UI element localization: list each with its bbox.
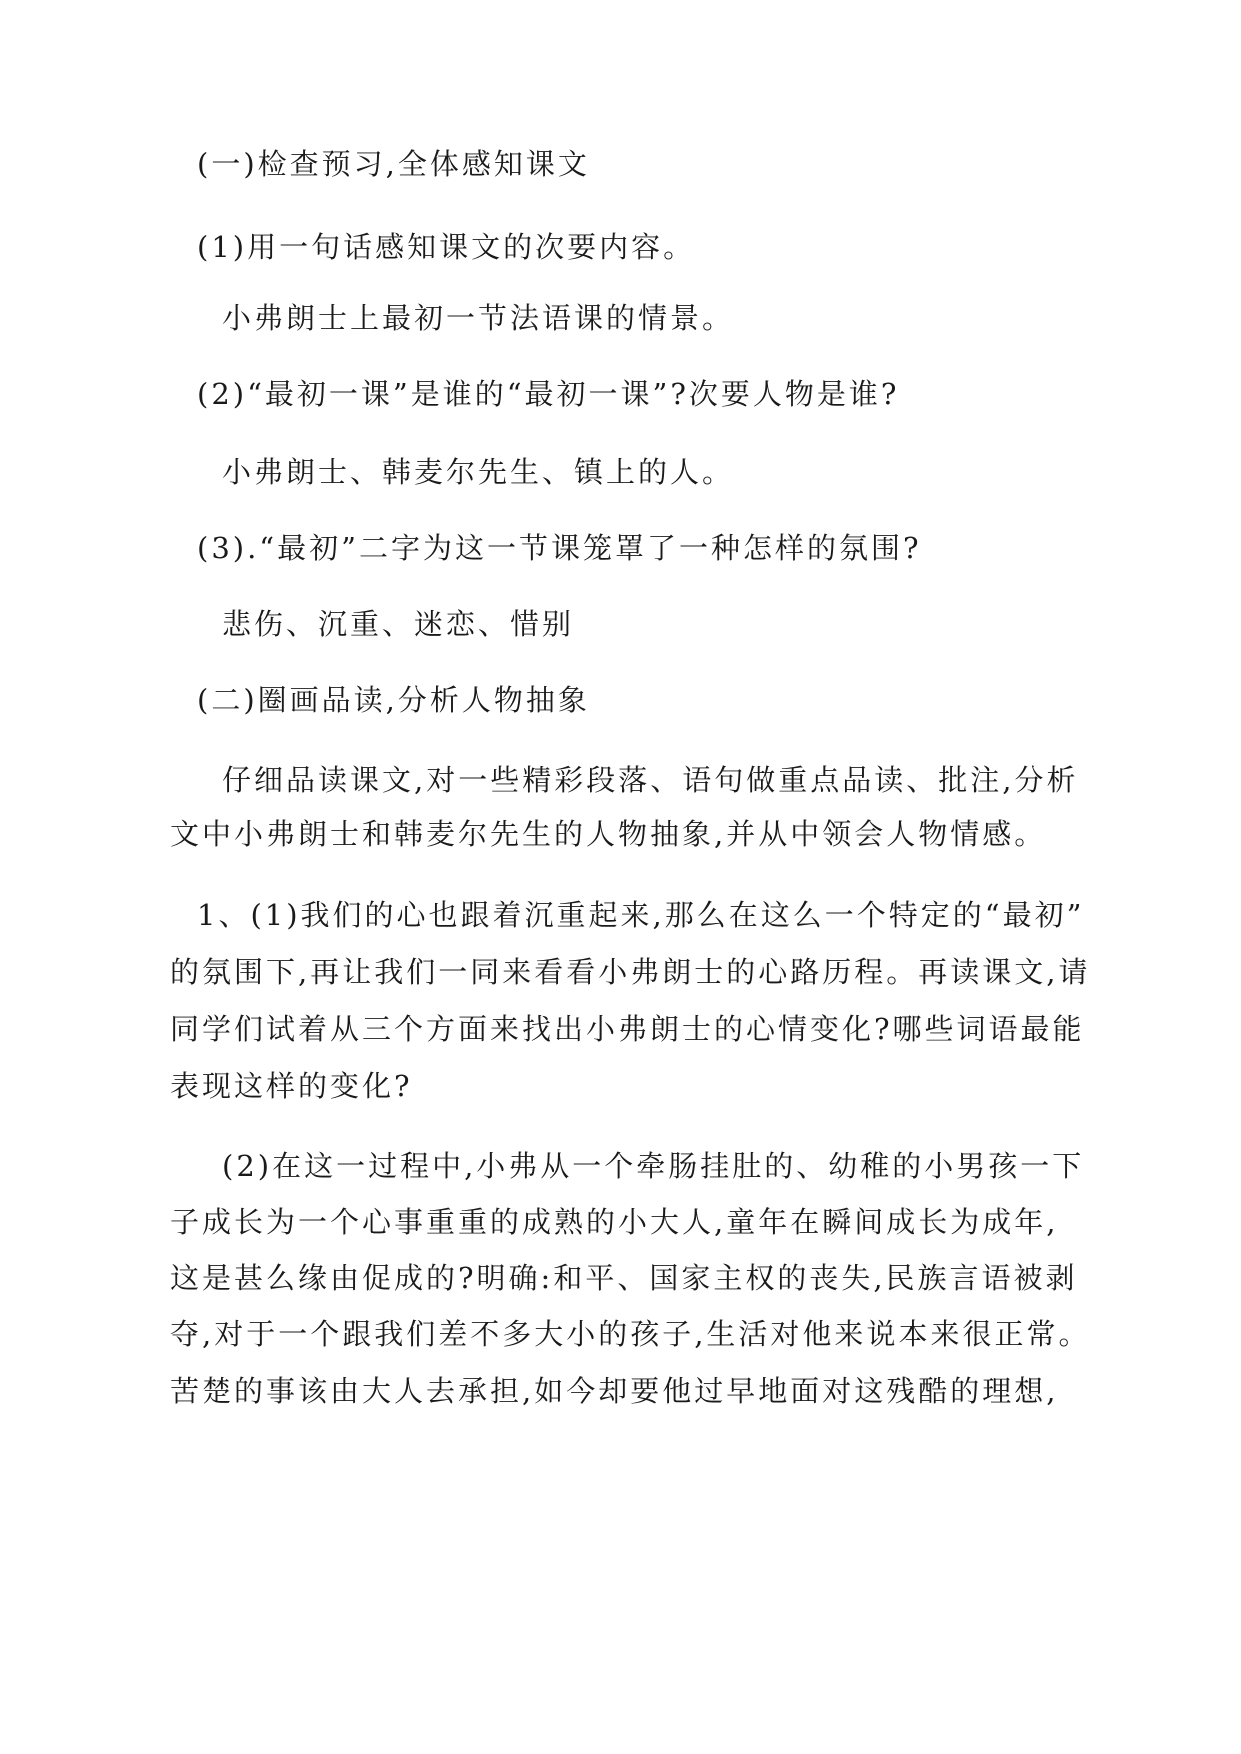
task-1-line: 1、(1)我们的心也跟着沉重起来,那么在这么一个特定的“最初” [197,898,1085,932]
section-heading-check-preview: (一)检查预习,全体感知课文 [197,147,590,181]
answer-3: 悲伤、沉重、迷恋、惜别 [222,607,575,641]
task-1-line: 同学们试着从三个方面来找出小弗朗士的心情变化?哪些词语最能 [170,1012,1085,1046]
task-2-line: 这是甚么缘由促成的?明确:和平、国家主权的丧失,民族言语被剥 [170,1261,1078,1295]
intro-line: 仔细品读课文,对一些精彩段落、语句做重点品读、批注,分析 [222,763,1079,797]
task-2-line: 子成长为一个心事重重的成熟的小大人,童年在瞬间成长为成年, [170,1205,1059,1239]
task-2-line: 苦楚的事该由大人去承担,如今却要他过早地面对这残酷的理想, [170,1374,1059,1408]
answer-1: 小弗朗士上最初一节法语课的情景。 [222,301,735,335]
answer-2: 小弗朗士、韩麦尔先生、镇上的人。 [222,455,735,489]
intro-line: 文中小弗朗士和韩麦尔先生的人物抽象,并从中领会人物情感。 [170,817,1047,851]
task-2-line: (2)在这一过程中,小弗从一个牵肠挂肚的、幼稚的小男孩一下 [222,1149,1085,1183]
task-1-line: 的氛围下,再让我们一同来看看小弗朗士的心路历程。再读课文,请 [170,955,1091,989]
question-2: (2)“最初一课”是谁的“最初一课”?次要人物是谁? [197,377,900,411]
section-heading-analysis: (二)圈画品读,分析人物抽象 [197,683,590,717]
task-1-line: 表现这样的变化? [170,1069,413,1103]
task-2-line: 夺,对于一个跟我们差不多大小的孩子,生活对他来说本来很正常。 [170,1317,1091,1351]
question-1: (1)用一句话感知课文的次要内容。 [197,230,696,264]
question-3: (3).“最初”二字为这一节课笼罩了一种怎样的氛围? [197,531,922,565]
